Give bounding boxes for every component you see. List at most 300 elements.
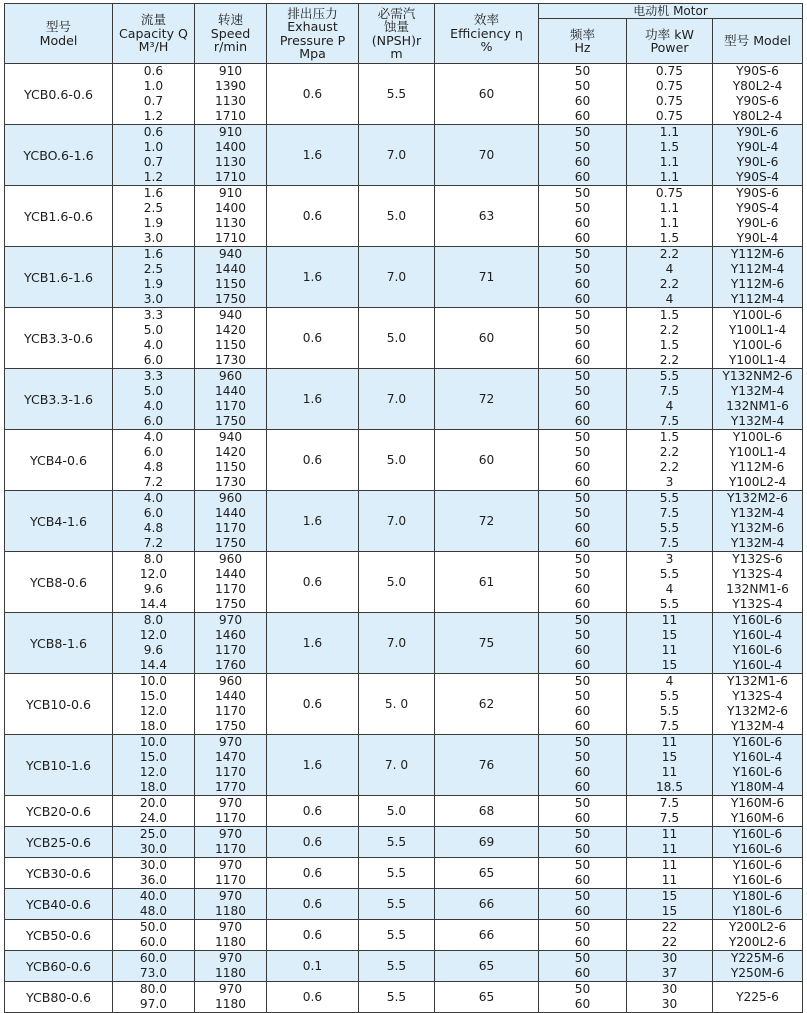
capacity-cell — [113, 982, 195, 1013]
pressure-cell: 1.6 — [267, 735, 359, 796]
table-row — [5, 796, 803, 827]
frequency-cell-value: 60 — [574, 780, 591, 794]
power-cell-value: 22 — [661, 935, 678, 949]
speed-cell-value: 1730 — [214, 475, 247, 489]
power-cell-value: 0.75 — [655, 186, 684, 200]
power-cell — [627, 125, 713, 186]
motor-model-cell-value: Y100L1-4 — [728, 445, 787, 459]
capacity-cell-value: 9.6 — [143, 582, 164, 596]
capacity-cell-value: 1.2 — [143, 109, 164, 123]
npsh-cell: 5.0 — [359, 796, 435, 827]
speed-cell-value: 1710 — [214, 231, 247, 245]
frequency-cell-value: 50 — [574, 125, 591, 139]
model-cell: YCB1.6-1.6 — [5, 247, 113, 308]
pressure-cell: 0.6 — [267, 827, 359, 858]
power-cell-value: 7.5 — [659, 384, 680, 398]
power-cell-value: 11 — [661, 765, 678, 779]
motor-model-cell-value: Y132S-4 — [732, 597, 783, 611]
speed-cell-value: 1170 — [214, 582, 247, 596]
speed-cell — [195, 858, 267, 889]
pressure-cell: 0.6 — [267, 430, 359, 491]
header-efficiency-text: 效率 Efficiency η % — [450, 12, 523, 55]
speed-cell-value: 1170 — [214, 765, 247, 779]
power-cell-value: 1.5 — [659, 231, 680, 245]
efficiency-cell: 66 — [435, 889, 539, 920]
motor-model-cell-value: Y112M-6 — [730, 277, 785, 291]
efficiency-cell: 61 — [435, 552, 539, 613]
speed-cell-value: 1180 — [214, 997, 247, 1011]
capacity-cell-value: 1.0 — [143, 79, 164, 93]
power-cell — [627, 430, 713, 491]
speed-cell-value: 1170 — [214, 643, 247, 657]
header-speed-text: 转速 Speed r/min — [210, 12, 251, 55]
capacity-cell-value: 4.8 — [143, 460, 164, 474]
model-cell: YCBO.6-1.6 — [5, 125, 113, 186]
motor-model-cell-value: Y90S-6 — [736, 94, 779, 108]
table-row — [5, 735, 803, 796]
model-cell: YCB4-0.6 — [5, 430, 113, 491]
power-cell-value: 37 — [661, 966, 678, 980]
speed-cell-value: 910 — [218, 125, 243, 139]
speed-cell — [195, 982, 267, 1013]
pressure-cell: 1.6 — [267, 125, 359, 186]
header-npsh — [359, 4, 435, 64]
efficiency-cell: 65 — [435, 858, 539, 889]
speed-cell-value: 1170 — [214, 704, 247, 718]
frequency-cell-value: 50 — [574, 951, 591, 965]
capacity-cell-value: 18.0 — [139, 719, 168, 733]
capacity-cell-value: 97.0 — [139, 997, 168, 1011]
model-cell: YCB10-1.6 — [5, 735, 113, 796]
speed-cell-value: 1150 — [214, 338, 247, 352]
npsh-cell: 7.0 — [359, 491, 435, 552]
power-cell-value: 1.1 — [659, 216, 680, 230]
power-cell — [627, 613, 713, 674]
frequency-cell-value: 60 — [574, 216, 591, 230]
power-cell-value: 11 — [661, 735, 678, 749]
capacity-cell-value: 12.0 — [139, 765, 168, 779]
npsh-cell: 5.5 — [359, 920, 435, 951]
speed-cell-value: 960 — [218, 674, 243, 688]
motor-model-cell-value: Y180L-6 — [732, 904, 783, 918]
motor-model-cell — [713, 796, 803, 827]
efficiency-cell: 72 — [435, 491, 539, 552]
npsh-cell: 5.0 — [359, 430, 435, 491]
frequency-cell — [539, 735, 627, 796]
motor-model-cell — [713, 827, 803, 858]
capacity-cell-value: 10.0 — [139, 674, 168, 688]
speed-cell-value: 1150 — [214, 277, 247, 291]
capacity-cell-value: 73.0 — [139, 966, 168, 980]
efficiency-cell: 60 — [435, 64, 539, 125]
capacity-cell-value: 1.6 — [143, 247, 164, 261]
frequency-cell-value: 60 — [574, 94, 591, 108]
power-cell-value: 30 — [661, 997, 678, 1011]
speed-cell-value: 1710 — [214, 109, 247, 123]
frequency-cell-value: 50 — [574, 247, 591, 261]
power-cell-value: 15 — [661, 750, 678, 764]
capacity-cell-value: 80.0 — [139, 982, 168, 996]
power-cell — [627, 858, 713, 889]
frequency-cell-value: 60 — [574, 765, 591, 779]
frequency-cell-value: 60 — [574, 338, 591, 352]
table-row — [5, 491, 803, 552]
speed-cell — [195, 735, 267, 796]
speed-cell-value: 1750 — [214, 719, 247, 733]
model-cell: YCB8-0.6 — [5, 552, 113, 613]
capacity-cell-value: 25.0 — [139, 827, 168, 841]
speed-cell — [195, 552, 267, 613]
frequency-cell-value: 50 — [574, 186, 591, 200]
frequency-cell — [539, 982, 627, 1013]
capacity-cell-value: 3.3 — [143, 308, 164, 322]
pressure-cell: 1.6 — [267, 247, 359, 308]
pressure-cell: 0.6 — [267, 796, 359, 827]
power-cell — [627, 920, 713, 951]
speed-cell-value: 970 — [218, 889, 243, 903]
power-cell — [627, 796, 713, 827]
npsh-cell: 7.0 — [359, 369, 435, 430]
pressure-cell: 1.6 — [267, 491, 359, 552]
speed-cell-value: 1170 — [214, 521, 247, 535]
pressure-cell: 0.6 — [267, 64, 359, 125]
speed-cell-value: 1170 — [214, 873, 247, 887]
motor-model-cell-value: Y100L1-4 — [728, 353, 787, 367]
frequency-cell-value: 50 — [574, 613, 591, 627]
capacity-cell-value: 15.0 — [139, 689, 168, 703]
npsh-cell: 5.0 — [359, 308, 435, 369]
power-cell-value: 30 — [661, 951, 678, 965]
power-cell-value: 2.2 — [659, 247, 680, 261]
frequency-cell-value: 50 — [574, 735, 591, 749]
speed-cell-value: 1440 — [214, 567, 247, 581]
capacity-cell-value: 20.0 — [139, 796, 168, 810]
power-cell-value: 5.5 — [659, 567, 680, 581]
efficiency-cell: 63 — [435, 186, 539, 247]
header-model-text: 型号 Model — [39, 19, 78, 48]
frequency-cell-value: 50 — [574, 79, 591, 93]
motor-model-cell — [713, 613, 803, 674]
capacity-cell-value: 12.0 — [139, 628, 168, 642]
frequency-cell-value: 60 — [574, 966, 591, 980]
npsh-cell: 5.5 — [359, 889, 435, 920]
table-row — [5, 827, 803, 858]
power-cell-value: 7.5 — [659, 796, 680, 810]
capacity-cell-value: 3.3 — [143, 369, 164, 383]
motor-model-cell-value: Y112M-6 — [730, 460, 785, 474]
capacity-cell-value: 5.0 — [143, 323, 164, 337]
model-cell: YCB3.3-1.6 — [5, 369, 113, 430]
efficiency-cell: 60 — [435, 308, 539, 369]
pressure-cell: 0.6 — [267, 308, 359, 369]
motor-model-cell-value: Y180M-4 — [730, 780, 785, 794]
speed-cell-value: 1750 — [214, 414, 247, 428]
motor-model-cell-value: Y225M-6 — [730, 951, 785, 965]
power-cell-value: 1.5 — [659, 338, 680, 352]
npsh-cell: 7. 0 — [359, 735, 435, 796]
speed-cell-value: 960 — [218, 369, 243, 383]
table-row — [5, 920, 803, 951]
capacity-cell — [113, 613, 195, 674]
motor-model-cell-value: Y180L-6 — [732, 889, 783, 903]
header-frequency — [539, 19, 627, 64]
motor-model-cell-value: Y80L2-4 — [732, 109, 783, 123]
power-cell-value: 5.5 — [659, 521, 680, 535]
power-cell-value: 2.2 — [659, 353, 680, 367]
frequency-cell-value: 50 — [574, 308, 591, 322]
efficiency-cell: 60 — [435, 430, 539, 491]
speed-cell-value: 1400 — [214, 201, 247, 215]
frequency-cell-value: 50 — [574, 430, 591, 444]
power-cell-value: 4 — [665, 582, 674, 596]
motor-model-cell — [713, 889, 803, 920]
speed-cell-value: 1420 — [214, 445, 247, 459]
efficiency-cell: 69 — [435, 827, 539, 858]
speed-cell-value: 1180 — [214, 904, 247, 918]
capacity-cell-value: 4.0 — [143, 430, 164, 444]
frequency-cell-value: 50 — [574, 491, 591, 505]
motor-model-cell-value: Y132S-6 — [732, 552, 783, 566]
power-cell — [627, 308, 713, 369]
frequency-cell-value: 60 — [574, 277, 591, 291]
motor-model-cell-value: Y132S-4 — [732, 689, 783, 703]
npsh-cell: 7.0 — [359, 247, 435, 308]
speed-cell-value: 1180 — [214, 935, 247, 949]
capacity-cell-value: 4.0 — [143, 399, 164, 413]
motor-model-cell-value: Y90S-4 — [736, 201, 779, 215]
power-cell-value: 0.75 — [655, 64, 684, 78]
pressure-cell: 0.6 — [267, 982, 359, 1013]
frequency-cell-value: 50 — [574, 796, 591, 810]
capacity-cell-value: 5.0 — [143, 384, 164, 398]
frequency-cell — [539, 491, 627, 552]
power-cell-value: 4 — [665, 399, 674, 413]
table-row — [5, 125, 803, 186]
motor-model-cell-value: Y160L-4 — [732, 628, 783, 642]
motor-model-cell-value: Y250M-6 — [730, 966, 785, 980]
speed-cell-value: 1150 — [214, 460, 247, 474]
table-row — [5, 674, 803, 735]
frequency-cell-value: 50 — [574, 323, 591, 337]
frequency-cell-value: 50 — [574, 201, 591, 215]
header-motor-group — [539, 4, 803, 19]
header-npsh-text: 必需汽 蚀量 (NPSH)r m — [371, 5, 422, 61]
pressure-cell: 0.6 — [267, 552, 359, 613]
model-cell: YCB80-0.6 — [5, 982, 113, 1013]
npsh-cell: 7.0 — [359, 613, 435, 674]
speed-cell-value: 1400 — [214, 140, 247, 154]
speed-cell-value: 1750 — [214, 536, 247, 550]
motor-model-cell-value: Y90S-6 — [736, 186, 779, 200]
frequency-cell-value: 50 — [574, 384, 591, 398]
motor-model-cell-value: Y100L-6 — [732, 338, 783, 352]
capacity-cell-value: 10.0 — [139, 735, 168, 749]
speed-cell — [195, 308, 267, 369]
power-cell-value: 1.5 — [659, 140, 680, 154]
table-row — [5, 552, 803, 613]
frequency-cell-value: 50 — [574, 827, 591, 841]
frequency-cell — [539, 674, 627, 735]
capacity-cell-value: 60.0 — [139, 935, 168, 949]
capacity-cell-value: 0.7 — [143, 155, 164, 169]
speed-cell — [195, 247, 267, 308]
model-cell: YCB30-0.6 — [5, 858, 113, 889]
motor-model-cell-value: Y100L1-4 — [728, 323, 787, 337]
pump-spec-table — [4, 3, 803, 1013]
capacity-cell-value: 30.0 — [139, 842, 168, 856]
frequency-cell-value: 60 — [574, 170, 591, 184]
npsh-cell: 5.5 — [359, 951, 435, 982]
table-row — [5, 247, 803, 308]
motor-model-cell-value: 132NM1-6 — [726, 399, 789, 413]
capacity-cell-value: 14.4 — [139, 597, 168, 611]
capacity-cell — [113, 186, 195, 247]
frequency-cell — [539, 125, 627, 186]
efficiency-cell: 71 — [435, 247, 539, 308]
frequency-cell — [539, 858, 627, 889]
frequency-cell — [539, 430, 627, 491]
pressure-cell: 1.6 — [267, 369, 359, 430]
motor-model-cell-value: 132NM1-6 — [726, 582, 789, 596]
power-cell-value: 0.75 — [655, 94, 684, 108]
power-cell-value: 1.5 — [659, 430, 680, 444]
header-power — [627, 19, 713, 64]
speed-cell-value: 1750 — [214, 292, 247, 306]
motor-model-cell-value: Y160L-6 — [732, 643, 783, 657]
speed-cell — [195, 613, 267, 674]
header-capacity-text: 流量 Capacity Q M³/H — [119, 12, 188, 55]
capacity-cell — [113, 796, 195, 827]
speed-cell-value: 940 — [218, 247, 243, 261]
capacity-cell-value: 4.0 — [143, 491, 164, 505]
frequency-cell-value: 50 — [574, 920, 591, 934]
capacity-cell-value: 1.6 — [143, 186, 164, 200]
frequency-cell-value: 50 — [574, 689, 591, 703]
speed-cell-value: 1440 — [214, 689, 247, 703]
speed-cell-value: 970 — [218, 982, 243, 996]
frequency-cell-value: 60 — [574, 414, 591, 428]
power-cell-value: 4 — [665, 674, 674, 688]
efficiency-cell: 65 — [435, 951, 539, 982]
npsh-cell: 5.5 — [359, 64, 435, 125]
capacity-cell-value: 48.0 — [139, 904, 168, 918]
power-cell-value: 15 — [661, 889, 678, 903]
capacity-cell-value: 2.5 — [143, 262, 164, 276]
table-row — [5, 64, 803, 125]
pressure-cell: 0.6 — [267, 674, 359, 735]
power-cell — [627, 735, 713, 796]
motor-model-cell-value: Y160L-4 — [732, 658, 783, 672]
motor-model-cell-value: Y132S-4 — [732, 567, 783, 581]
model-cell: YCB50-0.6 — [5, 920, 113, 951]
frequency-cell-value: 60 — [574, 643, 591, 657]
capacity-cell — [113, 491, 195, 552]
header-motor-model-text: 型号 Model — [724, 33, 792, 49]
power-cell-value: 4 — [665, 292, 674, 306]
capacity-cell-value: 18.0 — [139, 780, 168, 794]
capacity-cell — [113, 889, 195, 920]
motor-model-cell-value: Y112M-6 — [730, 247, 785, 261]
frequency-cell-value: 60 — [574, 582, 591, 596]
motor-model-cell — [713, 735, 803, 796]
capacity-cell-value: 14.4 — [139, 658, 168, 672]
motor-model-cell-value: Y100L-6 — [732, 430, 783, 444]
speed-cell — [195, 430, 267, 491]
model-cell: YCB10-0.6 — [5, 674, 113, 735]
motor-model-cell — [713, 920, 803, 951]
motor-model-cell-value: Y160L-4 — [732, 750, 783, 764]
speed-cell-value: 960 — [218, 491, 243, 505]
motor-model-cell — [713, 858, 803, 889]
power-cell-value: 18.5 — [655, 780, 684, 794]
power-cell — [627, 186, 713, 247]
capacity-cell-value: 50.0 — [139, 920, 168, 934]
frequency-cell-value: 50 — [574, 64, 591, 78]
frequency-cell-value: 60 — [574, 704, 591, 718]
power-cell-value: 5.5 — [659, 597, 680, 611]
table-row — [5, 982, 803, 1013]
pressure-cell: 0.6 — [267, 858, 359, 889]
motor-model-cell — [713, 125, 803, 186]
frequency-cell-value: 60 — [574, 935, 591, 949]
motor-model-cell-value: Y100L2-4 — [728, 475, 787, 489]
capacity-cell-value: 0.6 — [143, 64, 164, 78]
capacity-cell-value: 3.0 — [143, 231, 164, 245]
capacity-cell — [113, 125, 195, 186]
frequency-cell-value: 50 — [574, 674, 591, 688]
capacity-cell-value: 1.9 — [143, 216, 164, 230]
power-cell-value: 15 — [661, 658, 678, 672]
frequency-cell-value: 50 — [574, 552, 591, 566]
speed-cell — [195, 369, 267, 430]
frequency-cell-value: 60 — [574, 597, 591, 611]
capacity-cell-value: 8.0 — [143, 613, 164, 627]
capacity-cell-value: 6.0 — [143, 414, 164, 428]
motor-model-cell-value: Y100L-6 — [732, 308, 783, 322]
capacity-cell — [113, 247, 195, 308]
power-cell-value: 2.2 — [659, 445, 680, 459]
header-efficiency — [435, 4, 539, 64]
frequency-cell-value: 60 — [574, 997, 591, 1011]
frequency-cell-value: 60 — [574, 536, 591, 550]
speed-cell-value: 1730 — [214, 353, 247, 367]
efficiency-cell: 62 — [435, 674, 539, 735]
speed-cell-value: 910 — [218, 186, 243, 200]
header-pressure — [267, 4, 359, 64]
capacity-cell-value: 9.6 — [143, 643, 164, 657]
capacity-cell-value: 36.0 — [139, 873, 168, 887]
capacity-cell — [113, 308, 195, 369]
model-cell: YCB25-0.6 — [5, 827, 113, 858]
power-cell-value: 0.75 — [655, 79, 684, 93]
power-cell-value: 11 — [661, 858, 678, 872]
motor-model-cell-value: Y90L-6 — [736, 216, 779, 230]
model-cell: YCB4-1.6 — [5, 491, 113, 552]
table-row — [5, 613, 803, 674]
speed-cell-value: 1170 — [214, 811, 247, 825]
pressure-cell: 1.6 — [267, 613, 359, 674]
frequency-cell-value: 60 — [574, 658, 591, 672]
motor-model-cell-value: Y160M-6 — [730, 796, 785, 810]
speed-cell-value: 1440 — [214, 506, 247, 520]
frequency-cell — [539, 64, 627, 125]
frequency-cell-value: 60 — [574, 873, 591, 887]
capacity-cell-value: 4.8 — [143, 521, 164, 535]
motor-model-cell-value: Y90S-4 — [736, 170, 779, 184]
power-cell-value: 11 — [661, 842, 678, 856]
capacity-cell — [113, 920, 195, 951]
pressure-cell: 0.6 — [267, 889, 359, 920]
